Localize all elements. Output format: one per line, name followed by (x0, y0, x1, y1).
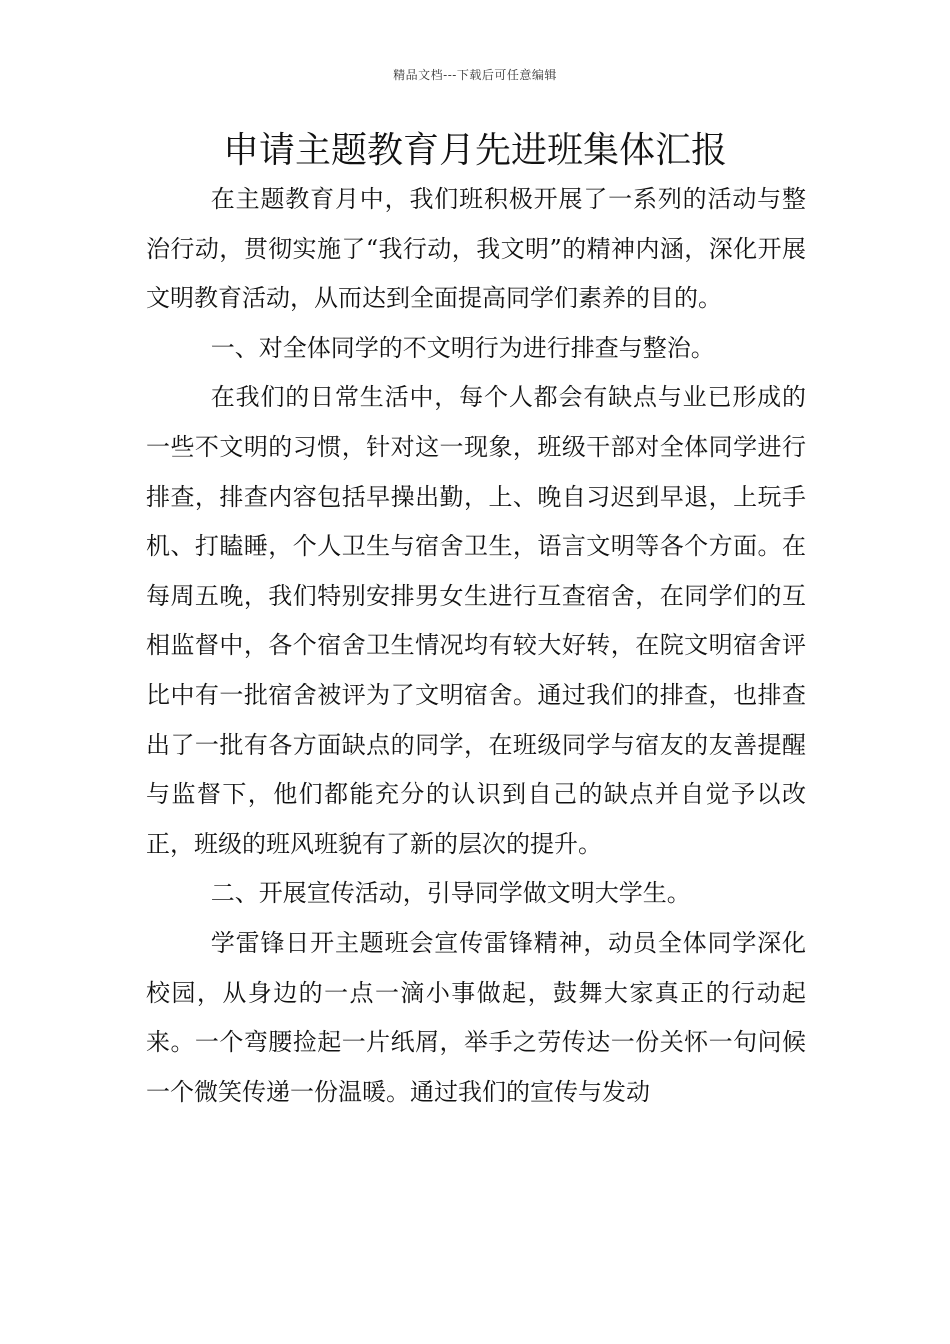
document-body (146, 175, 806, 1117)
paragraph-intro: 在主题教育月中，我们班积极开展了一系列的活动与整治行动，贯彻实施了“我行动，我文明”的精神内涵，深化开展文明教育活动，从而达到全面提高同学们素养的目的。 (146, 185, 806, 313)
section-heading-2: 二、开展宣传活动，引导同学做文明大学生。 (210, 879, 691, 908)
header-note: 精品文档---下载后可任意编辑 (393, 68, 557, 82)
paragraph-section-2: 学雷锋日开主题班会宣传雷锋精神，动员全体同学深化校园，从身边的一点一滴小事做起，鼓舞大家真正的行动起来。一个弯腰捡起一片纸屑，举手之劳传达一份关怀一句问候一个微笑传递一份温暖。通过我们的宣传与发动 (146, 928, 806, 1106)
section-heading-1: 一、对全体同学的不文明行为进行排查与整治。 (210, 333, 715, 362)
paragraph-section-1: 在我们的日常生活中，每个人都会有缺点与业已形成的一些不文明的习惯，针对这一现象，班级干部对全体同学进行排查，排查内容包括早操出勤，上、晚自习迟到早退，上玩手机、打瞌睡，个人卫生与宿舍卫生，语言文明等各个方面。在每周五晚，我们特别安排男女生进行互查宿舍，在同学们的互相监督中，各个宿舍卫生情况均有较大好转，在院文明宿舍评比中有一批宿舍被评为了文明宿舍。通过我们的排查，也排查出了一批有各方面缺点的同学，在班级同学与宿友的友善提醒与监督下，他们都能充分的认识到自己的缺点并自觉予以改正，班级的班风班貌有了新的层次的提升。 (146, 383, 806, 858)
document-title: 申请主题教育月先进班集体汇报 (222, 130, 727, 171)
